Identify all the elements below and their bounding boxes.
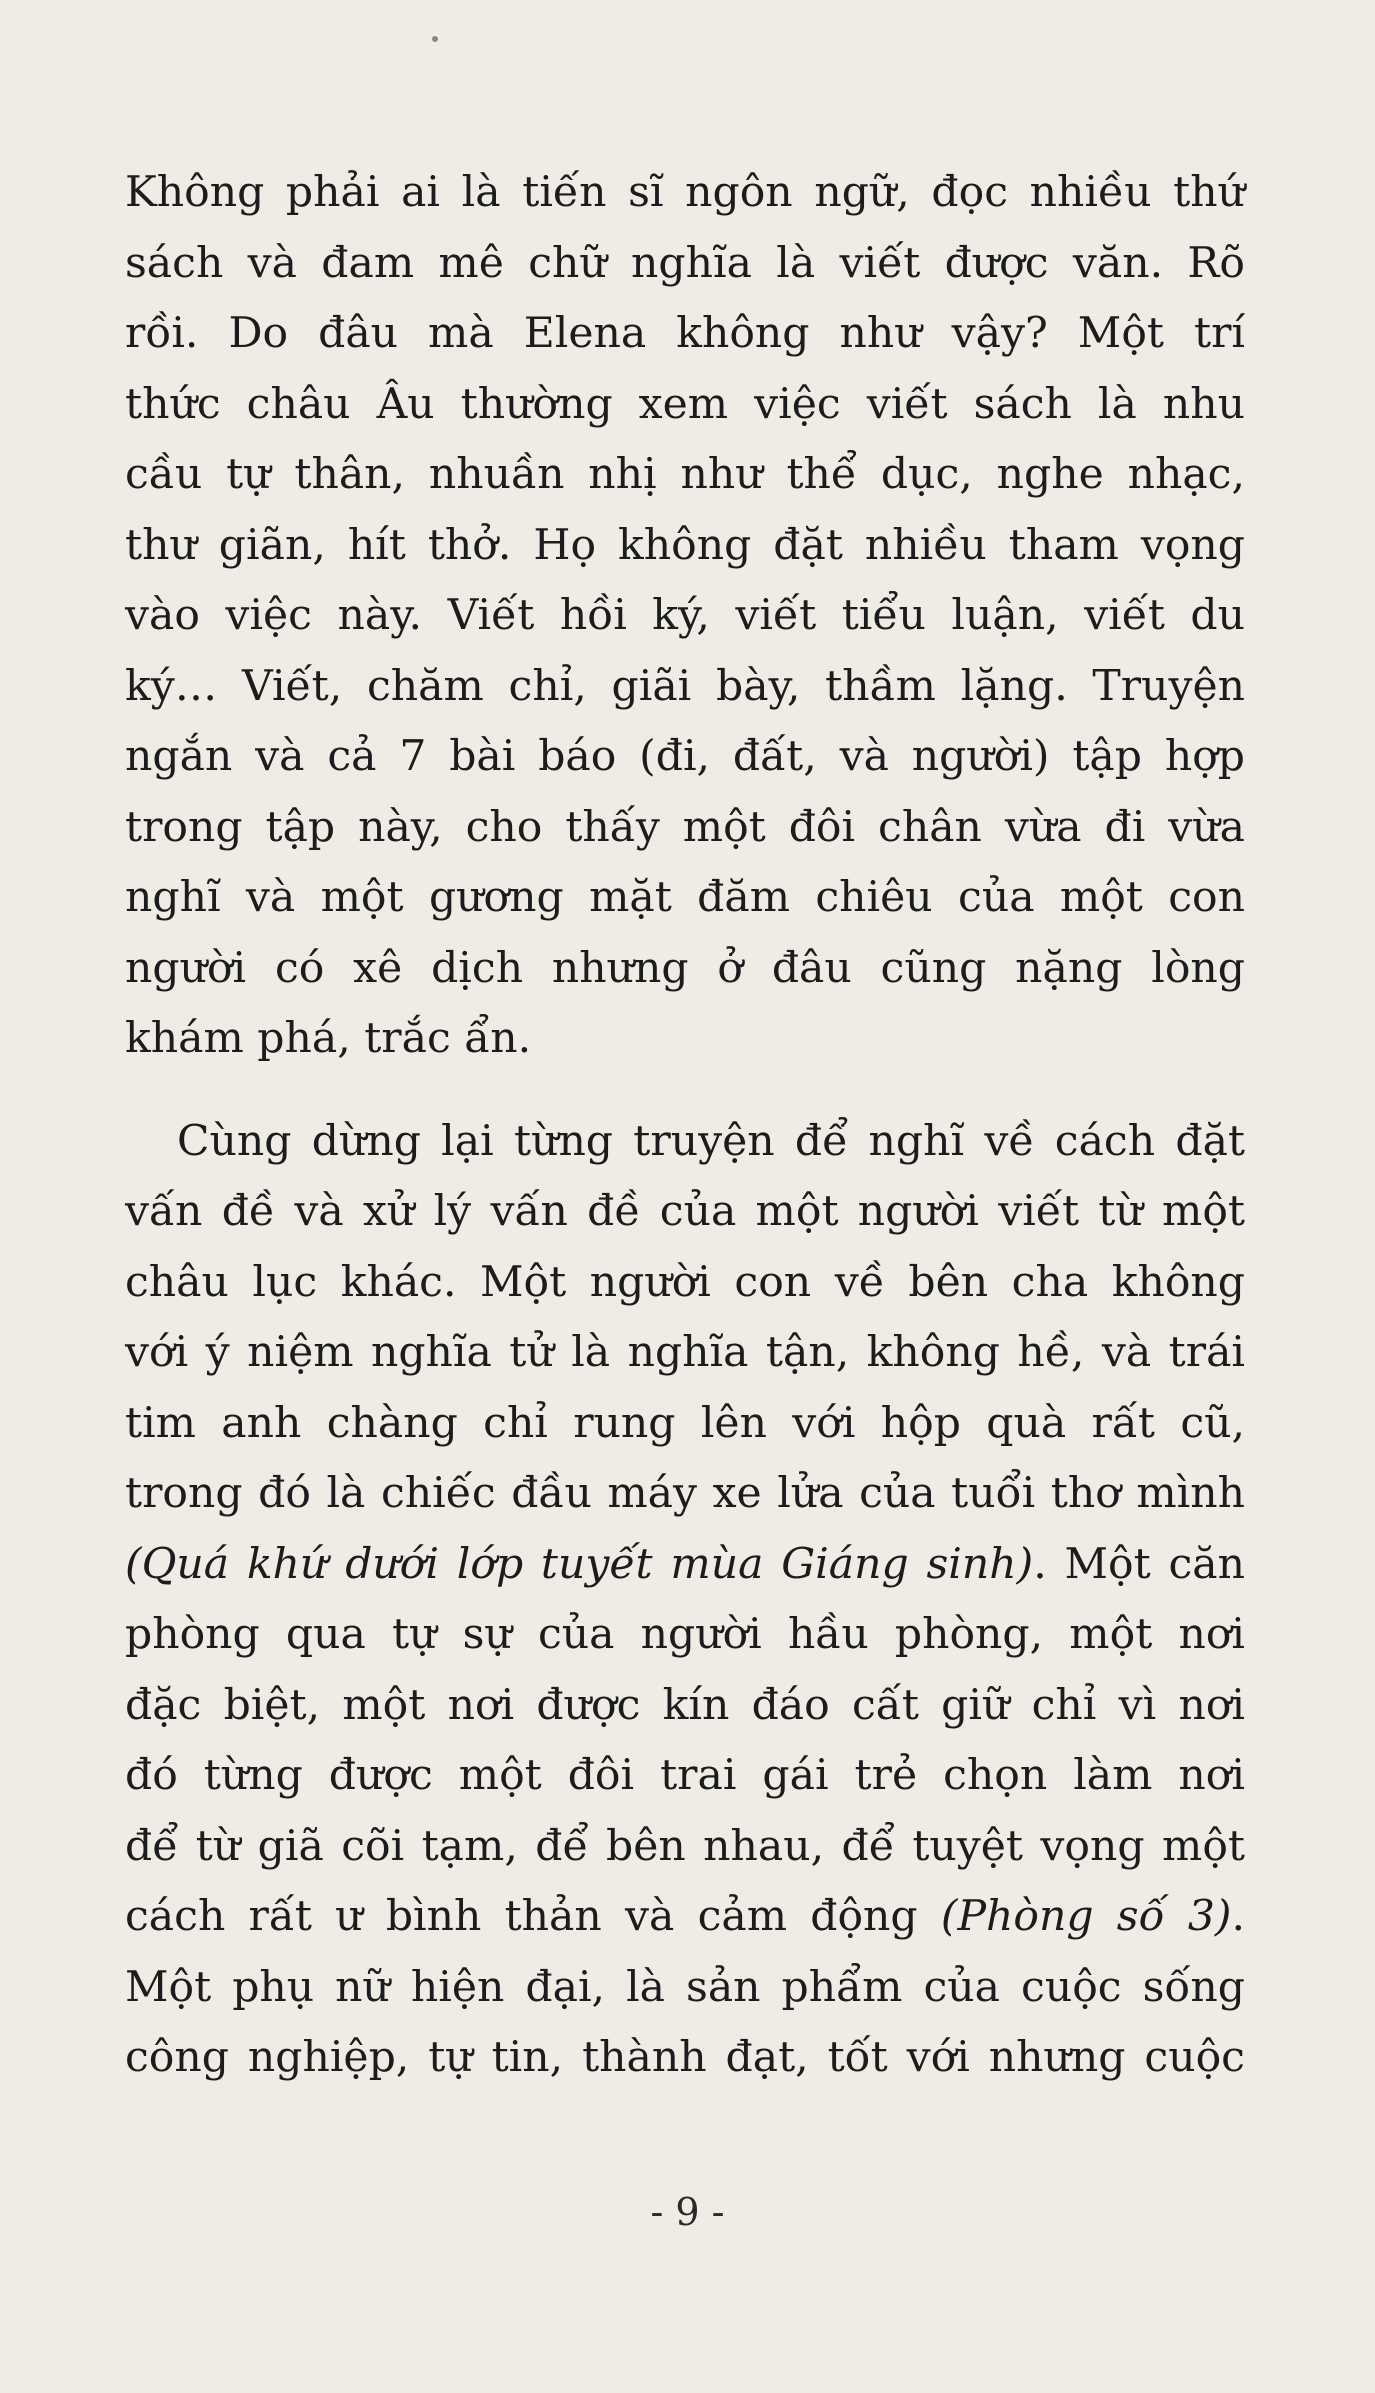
text-line (125, 1882, 1245, 1953)
book-title-italic: (Quá khứ dưới lớp tuyết mùa Giáng sinh) (125, 1539, 1034, 1589)
text-line: rồi. Do đâu mà Elena không như vậy? Một trí (125, 309, 1245, 358)
body-text (125, 158, 1245, 2094)
text-line: thư giãn, hít thở. Họ không đặt nhiều tham vọng (125, 520, 1245, 570)
text-line: đặc biệt, một nơi được kín đáo cất giữ chỉ vì nơi (125, 1680, 1245, 1730)
text-line: với ý niệm nghĩa tử là nghĩa tận, không hề, và trái (125, 1328, 1245, 1377)
text-line: công nghiệp, tự tin, thành đạt, tốt với nhưng cuộc (125, 2033, 1245, 2082)
text-fragment: . Một căn (1033, 1539, 1245, 1589)
text-line: phòng qua tự sự của người hầu phòng, một nơi (125, 1610, 1245, 1659)
text-line: nghĩ và một gương mặt đăm chiêu của một con (125, 873, 1245, 922)
text-line: trong tập này, cho thấy một đôi chân vừa đi vừa (125, 802, 1245, 852)
text-line: khám phá, trắc ẩn. (125, 1014, 532, 1063)
paragraph-2 (125, 1107, 1245, 2094)
text-line: vào việc này. Viết hồi ký, viết tiểu luận, viết du (125, 591, 1245, 640)
text-line: cầu tự thân, nhuần nhị như thể dục, nghe nhạc, (125, 450, 1245, 499)
text-line: người có xê dịch nhưng ở đâu cũng nặng lòng (125, 943, 1245, 993)
print-speck (432, 36, 438, 42)
text-line: ngắn và cả 7 bài báo (đi, đất, và người) tập hợp (125, 732, 1245, 781)
text-fragment: cách rất ư bình thản và cảm động (125, 1892, 941, 1941)
text-line: ký… Viết, chăm chỉ, giãi bày, thầm lặng. Truyện (125, 661, 1245, 711)
text-line: châu lục khác. Một người con về bên cha không (125, 1257, 1245, 1307)
text-fragment: . (1231, 1892, 1245, 1941)
text-line: thức châu Âu thường xem việc viết sách là nhu (125, 379, 1245, 429)
text-line: để từ giã cõi tạm, để bên nhau, để tuyệt vọng một (125, 1821, 1245, 1871)
paragraph-gap (125, 1075, 1245, 1107)
page-number: - 9 - (650, 2190, 725, 2234)
text-line: vấn đề và xử lý vấn đề của một người viết từ một (125, 1187, 1245, 1236)
text-line: đó từng được một đôi trai gái trẻ chọn làm nơi (125, 1751, 1245, 1800)
text-line: trong đó là chiếc đầu máy xe lửa của tuổi thơ mình (125, 1469, 1245, 1518)
text-line: Một phụ nữ hiện đại, là sản phẩm của cuộc sống (125, 1962, 1245, 2012)
text-line: Không phải ai là tiến sĩ ngôn ngữ, đọc nhiều thứ (125, 168, 1245, 217)
paragraph-1 (125, 158, 1245, 1075)
text-line: Cùng dừng lại từng truyện để nghĩ về cách đặt (177, 1116, 1245, 1166)
text-line (125, 1530, 1245, 1601)
book-title-italic: (Phòng số 3) (940, 1892, 1232, 1941)
text-line: tim anh chàng chỉ rung lên với hộp quà rất cũ, (125, 1398, 1245, 1448)
text-line: sách và đam mê chữ nghĩa là viết được văn. Rõ (125, 238, 1245, 288)
